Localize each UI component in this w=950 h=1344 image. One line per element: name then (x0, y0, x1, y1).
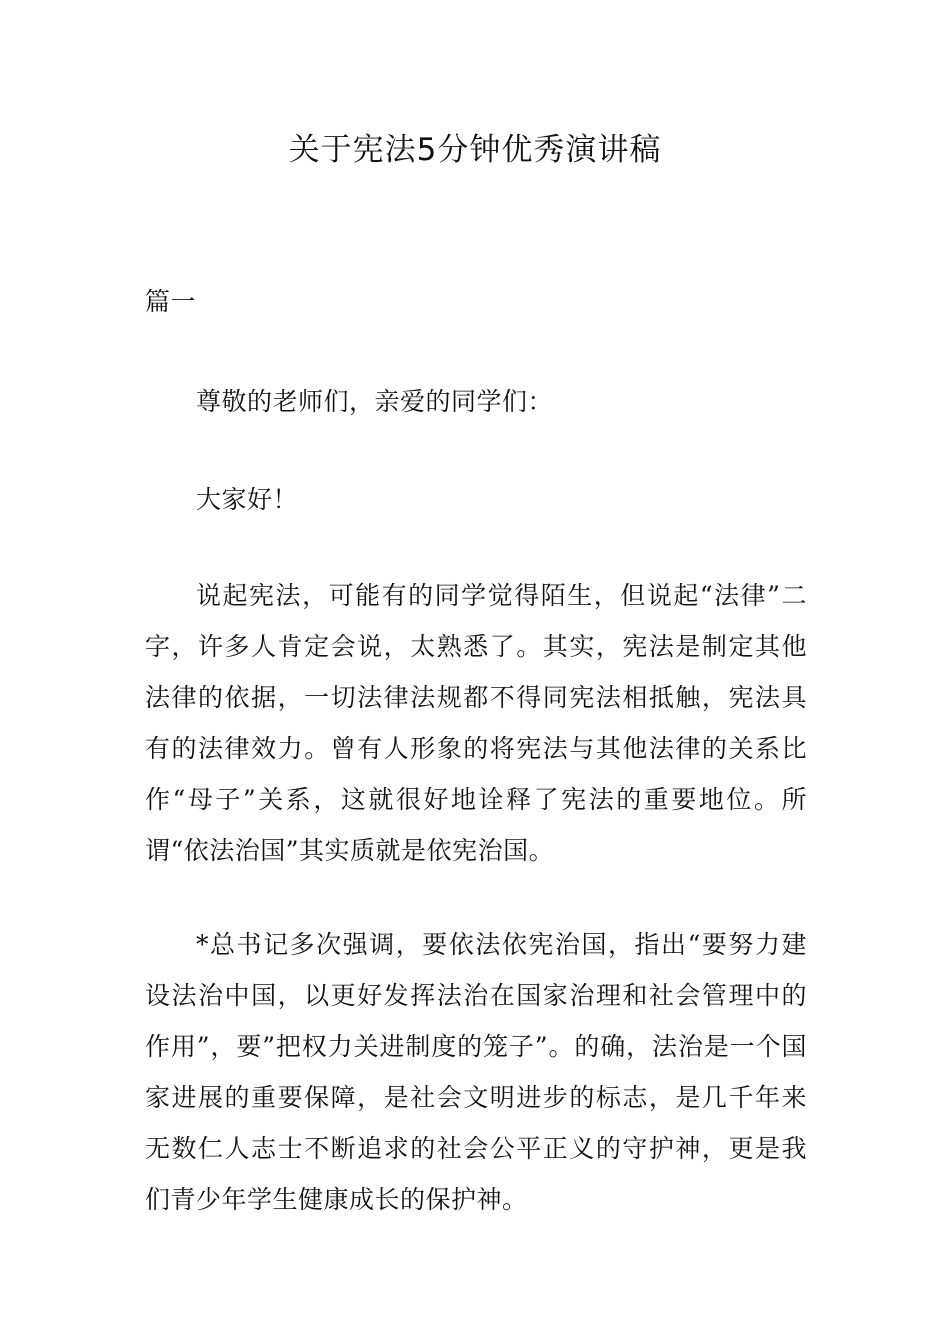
hello-line: 大家好！ (196, 485, 299, 514)
greeting-line: 尊敬的老师们，亲爱的同学们： (196, 387, 554, 416)
page-title: 关于宪法5分钟优秀演讲稿 (288, 132, 662, 168)
body-paragraph-2: *总书记多次强调，要依法依宪治国，指出“要努力建设法治中国，以更好发挥法治在国家治理和社会管理中的作用”，要”把权力关进制度的笼子”。的确，法治是一个国家进展的重要保障，是社会文明进步的标志，是几千年来无数仁人志士不断追求的社会公平正义的守护神，更是我们青少年学生健康成长的保护神。 (145, 930, 807, 1214)
section-label: 篇一 (145, 287, 197, 316)
body-paragraph-1: 说起宪法，可能有的同学觉得陌生，但说起“法律”二字，许多人肯定会说，太熟悉了。其实，宪法是制定其他法律的依据，一切法律法规都不得同宪法相抵触，宪法具有的法律效力。曾有人形象的将宪法与其他法律的关系比作“母子”关系，这就很好地诠释了宪法的重要地位。所谓“依法治国”其实质就是依宪治国。 (145, 581, 807, 865)
